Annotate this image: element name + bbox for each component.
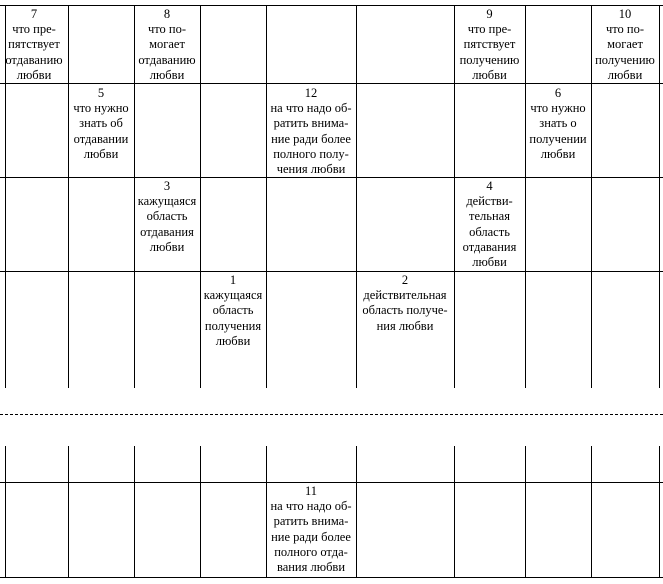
cell-5 xyxy=(68,86,134,162)
cell-text: действи- тельная область отдавания любви xyxy=(462,194,517,270)
cell-2 xyxy=(356,273,454,334)
cell-text: что нужно знать о получении любви xyxy=(529,101,587,161)
cell-text: что пре- пятствует получению любви xyxy=(459,22,520,82)
grid-line xyxy=(68,446,69,578)
cell-number: 7 xyxy=(30,7,38,21)
cell-3 xyxy=(134,179,200,255)
grid-line xyxy=(525,446,526,578)
cell-text: кажущаяся область отдавания любви xyxy=(137,194,197,254)
cell-number: 6 xyxy=(554,86,562,100)
cell-number: 10 xyxy=(618,7,632,21)
cell-number: 8 xyxy=(163,7,171,21)
cell-11 xyxy=(266,484,356,575)
grid-line xyxy=(659,446,660,578)
dashed-separator xyxy=(0,414,663,415)
cell-text: что пре- пятствует отдаванию любви xyxy=(5,22,63,82)
grid-line xyxy=(591,446,592,578)
grid-line xyxy=(200,446,201,578)
cell-text: что нужно знать об отдавании любви xyxy=(73,101,129,161)
grid-line xyxy=(134,446,135,578)
cell-7 xyxy=(0,7,68,83)
cell-number: 2 xyxy=(401,273,409,287)
grid-line xyxy=(0,577,663,578)
grid-line xyxy=(0,482,663,483)
grid-line xyxy=(525,5,526,388)
cell-text: что по- могает получению любви xyxy=(595,22,655,82)
grid-line xyxy=(356,446,357,578)
cell-number: 5 xyxy=(97,86,105,100)
grid-line xyxy=(0,83,663,84)
cell-number: 3 xyxy=(163,179,171,193)
grid-line xyxy=(5,446,6,578)
grid-line xyxy=(266,5,267,388)
cell-text: кажущаяся область получения любви xyxy=(203,288,263,348)
cell-text: на что надо об- ратить внима- ние ради более полного отда- вания любви xyxy=(270,499,352,575)
cell-10 xyxy=(591,7,659,83)
cell-12 xyxy=(266,86,356,177)
grid-line xyxy=(454,446,455,578)
cell-text: что по- могает отдаванию любви xyxy=(138,22,196,82)
cell-number: 1 xyxy=(229,273,237,287)
cell-4 xyxy=(454,179,525,270)
cell-9 xyxy=(454,7,525,83)
cell-number: 11 xyxy=(304,484,318,498)
cell-number: 9 xyxy=(486,7,493,21)
grid-line xyxy=(659,5,660,388)
grid-line xyxy=(0,271,663,272)
cell-text: действительная область получе- ния любви xyxy=(362,288,448,333)
cell-text: на что надо об- ратить внима- ние ради более полного полу- чения любви xyxy=(270,101,352,177)
grid-line xyxy=(68,5,69,388)
cell-6 xyxy=(525,86,591,162)
cell-1 xyxy=(200,273,266,349)
cell-8 xyxy=(134,7,200,83)
cell-number: 12 xyxy=(304,86,318,100)
grid-line xyxy=(0,5,663,6)
cell-number: 4 xyxy=(486,179,493,193)
